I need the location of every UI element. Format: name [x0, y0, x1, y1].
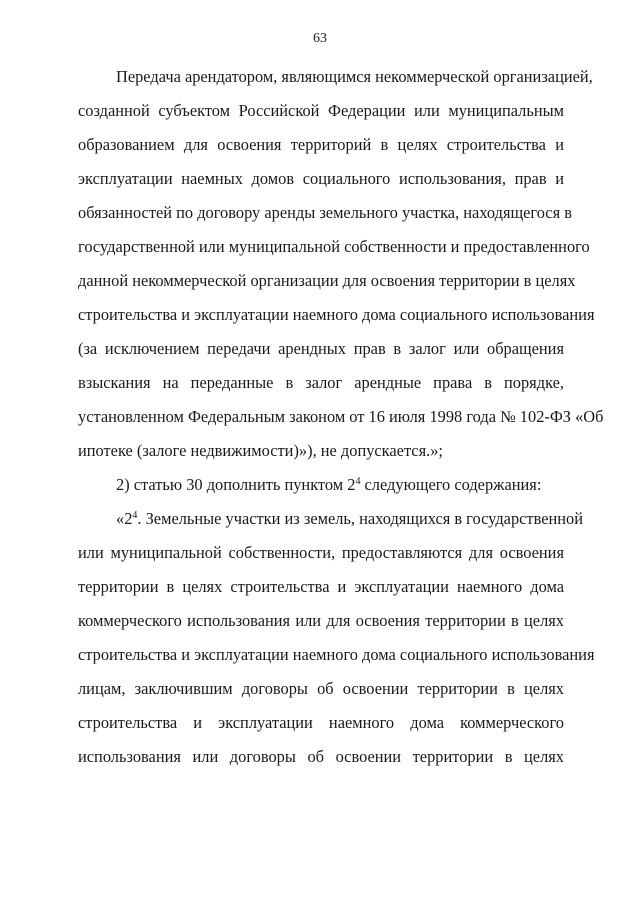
- superscript-index: 4: [132, 510, 138, 521]
- paragraph-line: созданной субъектом Российской Федерации или муниципальным: [78, 101, 564, 120]
- paragraph-line: эксплуатации наемных домов социального использования, прав и: [78, 169, 564, 188]
- document-body: [78, 60, 604, 774]
- amendment-item: [78, 468, 564, 502]
- paragraph-line: Передача арендатором, являющимся некоммерческой организацией,: [116, 67, 593, 86]
- paragraph-line: образованием для освоения территорий в целях строительства и: [78, 135, 564, 154]
- page-number: 63: [313, 31, 327, 46]
- paragraph-line: строительства и эксплуатации наемного дома социального использования: [78, 645, 595, 664]
- paragraph-line: строительства и эксплуатации наемного дома социального использования: [78, 305, 595, 324]
- paragraph-line: лицам, заключившим договоры об освоении территории в целях: [78, 679, 564, 698]
- amendment-text: 2) статью 30 дополнить пунктом 2: [116, 475, 356, 494]
- paragraph-line: ипотеке (залоге недвижимости)»), не допускается.»;: [78, 441, 443, 460]
- paragraph-line: установленном Федеральным законом от 16 июля 1998 года № 102-ФЗ «Об: [78, 407, 604, 426]
- superscript-index: 4: [355, 476, 361, 487]
- paragraph-line: территории в целях строительства и эксплуатации наемного дома: [78, 577, 564, 596]
- paragraph-line: государственной или муниципальной собственности и предоставленного: [78, 237, 590, 256]
- amendment-text: следующего содержания:: [360, 475, 542, 494]
- paragraph-line: (за исключением передачи арендных прав в залог или обращения: [78, 339, 564, 358]
- clause-number: «2: [116, 509, 133, 528]
- clause-first-line: [78, 502, 584, 536]
- clause-text: . Земельные участки из земель, находящихся в государственной: [137, 509, 584, 528]
- paragraph-line: коммерческого использования или для освоения территории в целях: [78, 611, 564, 630]
- paragraph-line: взыскания на переданные в залог арендные права в порядке,: [78, 373, 564, 392]
- paragraph-line: строительства и эксплуатации наемного дома коммерческого: [78, 713, 564, 732]
- paragraph-line: использования или договоры об освоении территории в целях: [78, 747, 564, 766]
- paragraph-line: обязанностей по договору аренды земельного участка, находящегося в: [78, 203, 572, 222]
- paragraph-line: или муниципальной собственности, предоставляются для освоения: [78, 543, 564, 562]
- paragraph-line: данной некоммерческой организации для освоения территории в целях: [78, 271, 576, 290]
